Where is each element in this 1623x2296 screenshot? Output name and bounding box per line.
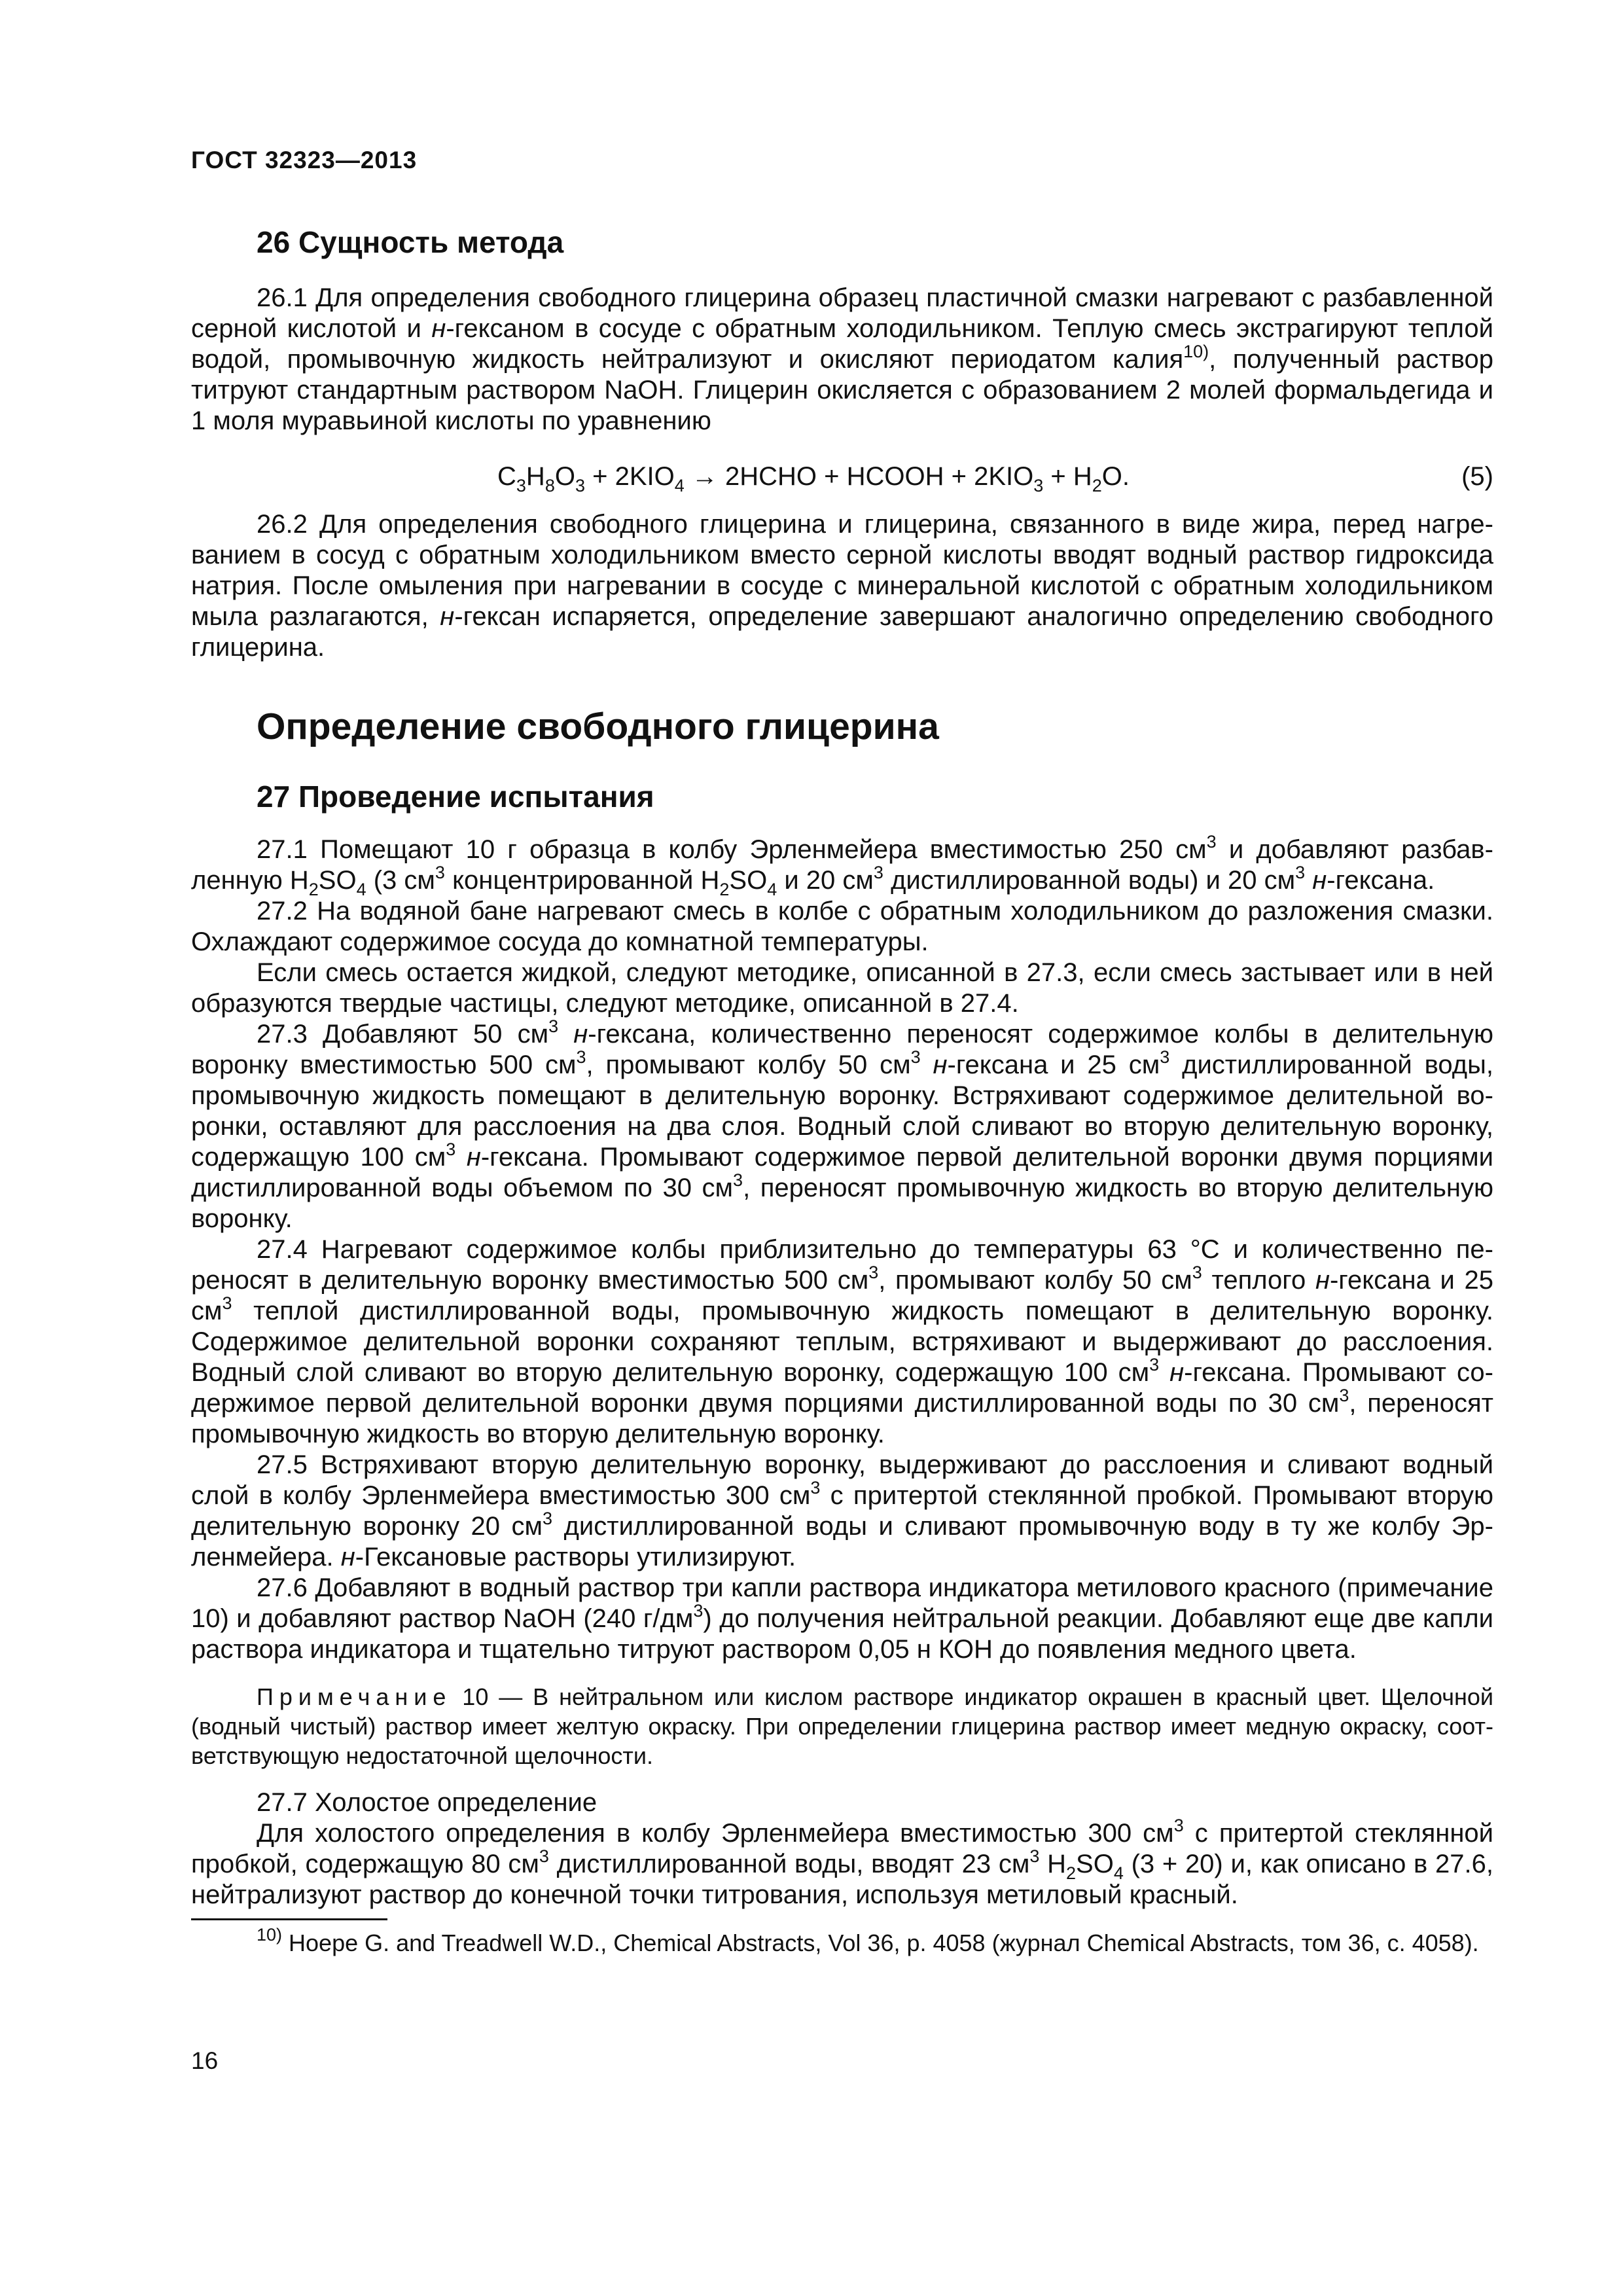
subscript: 4 xyxy=(1113,1863,1124,1883)
equation-number: (5) xyxy=(1461,462,1493,491)
text-run: , переносят промывочную жидкость во вторую делительную воронку. xyxy=(191,1174,1493,1233)
text-run: , промывают колбу 50 см xyxy=(878,1266,1192,1295)
text-run: O. xyxy=(1101,462,1130,491)
italic-n: н xyxy=(1315,1266,1330,1295)
text-run: H xyxy=(1039,1850,1066,1878)
text-run: SO xyxy=(729,866,768,895)
subscript: 8 xyxy=(544,476,555,495)
text-run: , переносят промывочную жидкость во вторую делительную воронку. xyxy=(191,1389,1493,1448)
text-run: и 20 см xyxy=(777,866,874,895)
paragraph-27-7-title: 27.7 Холостое определение xyxy=(257,1788,597,1817)
note-label: Примечание xyxy=(257,1683,452,1710)
italic-n: н xyxy=(340,1543,355,1571)
text-run: дистиллированной воды) и 20 см xyxy=(883,866,1296,895)
text-run: , полученный раствор титруют стандартным раствором NaOH. Глицерин окисляется с образованием 2 молей формальдегида и 1 моля муравьиной кислоты по уравнению xyxy=(191,345,1493,435)
paragraph-27-5 xyxy=(191,1450,1493,1573)
paragraph-27-7 xyxy=(191,1818,1493,1910)
superscript: 3 xyxy=(222,1293,232,1313)
main-heading: Определение свободного глицерина xyxy=(257,706,939,747)
text-run: Для определения свободного глицерина образец пластичной смазки нагревают с разбавленной серной кислотой и xyxy=(191,283,1493,343)
paragraph-27-2: 27.2 На водяной бане нагревают смесь в колбе с обратным холодильником до разложения смазки. Охлаждают содержимое сосуда до комнатной температуры. xyxy=(191,897,1493,956)
italic-n: н xyxy=(573,1020,588,1049)
text-run: (3 + 20) и, как описано в 27.6, нейтрализуют раствор до конечной точки титрования, используя метиловый красный. xyxy=(191,1850,1493,1909)
superscript: 3 xyxy=(910,1047,921,1067)
text-run: SO xyxy=(1076,1850,1114,1878)
text-run: дистиллированной воды, промывочную жидкость помещают в делительную воронку. Встряхивают содержимое делительной воронки, оставляют для расслоения на два слоя. Водный слой сливают во вторую делительную воронку, содержащую 100 см xyxy=(191,1050,1494,1172)
footnote-10 xyxy=(191,1925,1493,1958)
note-10 xyxy=(191,1682,1493,1770)
document-id: ГОСТ 32323—2013 xyxy=(191,147,418,173)
text-run: -Гексановые растворы утилизируют. xyxy=(355,1543,796,1571)
subscript: 2 xyxy=(1065,1863,1077,1883)
section-27-body xyxy=(191,834,1493,1958)
paragraph-27-3 xyxy=(191,1016,1494,1234)
footnote-marker: 10) xyxy=(257,1925,283,1945)
subscript: 2 xyxy=(1092,476,1102,495)
text-run: 27.4 Нагревают содержимое колбы приблизительно до температуры 63 °С и количественно переносят в делительную воронку вместимостью 500 см xyxy=(191,1235,1493,1295)
subscript: 4 xyxy=(674,476,685,495)
italic-n: н xyxy=(933,1050,948,1079)
clause-number: 26.1 xyxy=(257,283,308,312)
superscript: 3 xyxy=(1029,1846,1040,1866)
subscript: 2 xyxy=(719,880,730,899)
text-run: -гексан испаряется, определение завершают аналогично определению свободного глицерина. xyxy=(191,602,1493,662)
superscript: 3 xyxy=(548,1016,559,1036)
superscript: 3 xyxy=(1339,1386,1349,1405)
superscript: 3 xyxy=(576,1047,586,1067)
text-run: 27.3 Добавляют 50 см xyxy=(257,1020,549,1049)
paragraph-26-1 xyxy=(191,283,1493,437)
section-26-2-paragraph xyxy=(191,509,1493,663)
superscript: 3 xyxy=(1149,1355,1160,1374)
section-26 xyxy=(191,224,1493,260)
text-run: концентрированной H xyxy=(444,866,720,895)
section-26-1-paragraph xyxy=(191,283,1493,437)
text-run: + H xyxy=(1043,462,1092,491)
text-run: -гексана. xyxy=(1327,866,1435,895)
footnote-text: Hoepe G. and Treadwell W.D., Chemical Abstracts, Vol 36, p. 4058 (журнал Chemical Abstracts, том 36, с. 4058). xyxy=(282,1929,1479,1956)
superscript: 3 xyxy=(1160,1047,1170,1067)
section-27-title: 27 Проведение испытания xyxy=(257,780,654,814)
paragraph-26-2 xyxy=(191,509,1493,663)
superscript: 3 xyxy=(446,1139,456,1159)
section-26-title: 26 Сущность метода xyxy=(257,225,564,259)
text-run: -гексана, количественно переносят содержимое колбы в делительную воронку вместимостью 500 см xyxy=(191,1020,1493,1079)
italic-n: н xyxy=(1312,866,1327,895)
main-heading-block xyxy=(191,705,1493,748)
superscript: 3 xyxy=(1173,1816,1184,1835)
superscript: 3 xyxy=(435,863,445,882)
text-run: O xyxy=(554,462,575,491)
italic-n: н xyxy=(1169,1358,1185,1387)
subscript: 4 xyxy=(767,880,777,899)
paragraph-27-4 xyxy=(191,1234,1493,1450)
superscript: 3 xyxy=(733,1170,743,1190)
text-run: 27.1 Помещают 10 г образца в колбу Эрленмейера вместимостью 250 см xyxy=(257,835,1207,864)
text-run: , промывают колбу 50 см xyxy=(586,1050,911,1079)
text-run: дистиллированной воды, вводят 23 см xyxy=(548,1850,1030,1878)
text-run: + 2KIO xyxy=(585,462,675,491)
text-run: -гексана и 25 см xyxy=(191,1266,1494,1325)
superscript: 3 xyxy=(810,1478,821,1498)
footnote-reference[interactable]: 10) xyxy=(1183,342,1209,361)
text-run: (3 см xyxy=(366,866,435,895)
superscript: 3 xyxy=(1206,832,1217,852)
subscript: 3 xyxy=(516,476,526,495)
paragraph-27-6 xyxy=(191,1573,1493,1665)
text-run: C xyxy=(497,462,516,491)
text-run: SO xyxy=(318,866,357,895)
text-run: 27.6 Добавляют в водный раствор три капли раствора индикатора метилового красного (примечание 10) и добавляют раствор NaOH (240 г/дм xyxy=(191,1573,1493,1633)
text-run: -гексана. Промывают содержимое первой делительной воронки двумя порциями дистиллированной воды объемом по 30 см xyxy=(191,1143,1493,1202)
superscript: 3 xyxy=(868,1263,879,1282)
text-run: 27.5 Встряхивают вторую делительную воронку, выдерживают до расслоения и сливают водный слой в колбу Эрленмейера вместимостью 300 см xyxy=(191,1450,1493,1510)
text-run: теплого xyxy=(1202,1266,1315,1295)
text-run: Для холостого определения в колбу Эрленмейера вместимостью 300 см xyxy=(257,1819,1174,1848)
italic-n: н xyxy=(431,314,446,343)
text-run: дистиллированной воды и сливают промывочную воду в ту же колбу Эрленмейера. xyxy=(191,1512,1493,1571)
equation-5 xyxy=(191,461,1493,494)
text-run: ) до получения нейтральной реакции. Добавляют еще две капли раствора индикатора и тщательно титруют раствором 0,05 н КОН до появления медного цвета. xyxy=(191,1604,1493,1664)
clause-number: 26.2 xyxy=(257,510,308,539)
text-run: -гексана и 25 см xyxy=(947,1050,1160,1079)
superscript: 3 xyxy=(693,1601,704,1621)
superscript: 3 xyxy=(1295,863,1306,882)
superscript: 3 xyxy=(873,863,883,882)
text-run: -гексана. Промывают содержимое первой делительной воронки двумя порциями дистиллированной воды по 30 см xyxy=(191,1358,1493,1418)
chemical-equation xyxy=(497,461,1130,495)
text-run: → 2HCHO + HCOOH + 2KIO xyxy=(684,462,1034,491)
text-run: теплой дистиллированной воды, промывочную жидкость помещают в делительную воронку. Содержимое делительной воронки сохраняют теплым, встряхивают и выдерживают до расслоения. Водный слой сливают во вторую делительную воронку, содержащую 100 см xyxy=(191,1297,1493,1387)
paragraph-27-1 xyxy=(191,832,1493,899)
subscript: 3 xyxy=(575,476,585,495)
text-run: и добавляют разбавленную H xyxy=(191,835,1493,895)
superscript: 3 xyxy=(543,1509,553,1528)
text-run: с притертой стеклянной пробкой. Промывают вторую делительную воронку 20 см xyxy=(191,1481,1493,1541)
superscript: 3 xyxy=(539,1846,549,1866)
page-number: 16 xyxy=(191,2047,219,2074)
superscript: 3 xyxy=(1192,1263,1202,1282)
subscript: 4 xyxy=(356,880,366,899)
subscript: 3 xyxy=(1033,476,1044,495)
text-run: с притертой стеклянной пробкой, содержащую 80 см xyxy=(191,1819,1494,1878)
text-run: H xyxy=(526,462,545,491)
text-run: Для определения свободного глицерина и глицерина, связанного в виде жира, перед нагреванием в сосуд с обратным холодильником вместо серной кислоты вводят водный раствор гидроксида натрия. После омыления при нагревании в сосуде с минеральной кислотой с обратным холодильником мыла разлагаются, xyxy=(191,510,1493,631)
text-run: -гексаном в сосуде с обратным холодильником. Теплую смесь экстрагируют теплой водой, промывочную жидкость нейтрализуют и окисляют периодатом калия xyxy=(191,314,1493,374)
section-27 xyxy=(191,779,1493,814)
note-text: 10 — В нейтральном или кислом растворе индикатор окрашен в красный цвет. Щелочной (водный чистый) раствор имеет желтую окраску. При определении глицерина раствор имеет медную окраску, соответствующую недостаточной щелочности. xyxy=(191,1683,1493,1769)
italic-n: н xyxy=(440,602,455,631)
subscript: 2 xyxy=(308,880,319,899)
paragraph-27-2-continued: Если смесь остается жидкой, следуют методике, описанной в 27.3, если смесь застывает или в ней образуются твердые частицы, следуют методике, описанной в 27.4. xyxy=(191,958,1493,1018)
italic-n: н xyxy=(466,1143,481,1172)
